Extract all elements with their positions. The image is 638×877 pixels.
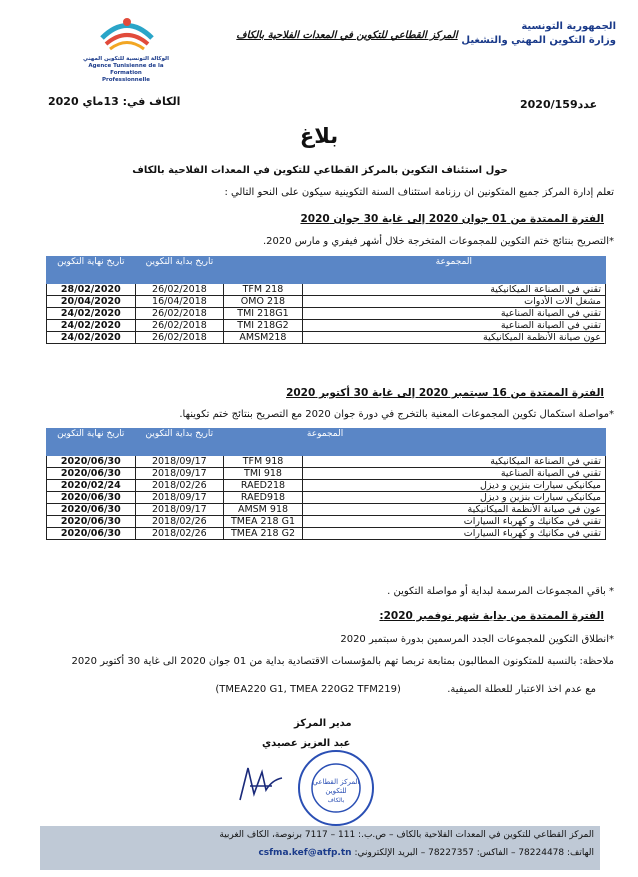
- group-code: TFM 218: [224, 284, 302, 296]
- table-row: [47, 284, 606, 296]
- start-date: 2018/02/26: [135, 516, 224, 528]
- end-date: 24/02/2020: [47, 332, 136, 344]
- start-date: 2018/02/26: [135, 528, 224, 540]
- section2-table: [46, 428, 606, 540]
- handwritten-signature: [232, 760, 292, 810]
- table-header: المجموعة تاريخ بداية التكوين تاريخ نهاية التكوين: [47, 257, 606, 284]
- remaining-groups-note: * باقي المجموعات المرسمة لبداية أو مواصلة التكوين .: [387, 586, 614, 597]
- end-date: 2020/06/30: [47, 516, 136, 528]
- remark-line1: ملاحظة: بالنسبة للمتكونون المطالبون بمتابعة تربصا تهم بالمؤسسات الاقتصادية بداية من 01 جوان 2020 الى غاية 30 أكتوبر 2020: [71, 656, 614, 667]
- group-name: مشغل آلات الأدوات: [302, 296, 605, 308]
- start-date: 2018/09/17: [135, 492, 224, 504]
- start-date: 26/02/2018: [135, 284, 224, 296]
- republic-label: الجمهورية التونسية: [521, 21, 616, 32]
- svg-text:المركز القطاعي: المركز القطاعي: [312, 778, 360, 786]
- place-date: الكاف في: 13ماي 2020: [48, 95, 181, 108]
- group-name: تقني في مكانيك و كهرباء السيارات: [302, 528, 605, 540]
- group-name: عون في صيانة الأنظمة الميكانيكية: [302, 504, 605, 516]
- agency-logo-text: الوكالة التونسية للتكوين المهني Agence Tunisienne de la Formation Professionnelle: [83, 56, 169, 83]
- page-footer: [40, 826, 600, 870]
- group-code: TMEA 218 G1: [224, 516, 303, 528]
- section3-note: *انطلاق التكوين للمجموعات الجدد المرسمين بدورة سبتمبر 2020: [340, 634, 614, 645]
- group-code: TFM 918: [224, 456, 303, 468]
- group-name: عون صيانة الأنظمة الميكانيكية: [302, 332, 605, 344]
- table-row: [47, 516, 606, 528]
- table-row: [47, 320, 606, 332]
- table-row: [47, 332, 606, 344]
- official-stamp: [296, 748, 376, 828]
- group-code: AMSM 918: [224, 504, 303, 516]
- table-header: المجموعة تاريخ بداية التكوين تاريخ نهاية التكوين: [47, 429, 606, 456]
- group-name: ميكانيكي سيارات بنزين و ديزل: [302, 480, 605, 492]
- section3-title: الفترة الممتدة من بداية شهر نوفمبر 2020:: [379, 610, 604, 622]
- end-date: 2020/02/24: [47, 480, 136, 492]
- start-date: 2018/09/17: [135, 504, 224, 516]
- end-date: 24/02/2020: [47, 308, 136, 320]
- group-name: ميكانيكي سيارات بنزين و ديزل: [302, 492, 605, 504]
- table-row: [47, 528, 606, 540]
- footer-contact: الهاتف: 78224478 – الفاكس: 78227357 – البريد الإلكتروني: csfma.kef@atfp.tn: [258, 848, 594, 858]
- ministry-label: وزارة التكوين المهني والتشغيل: [461, 35, 616, 46]
- table-row: [47, 296, 606, 308]
- table-row: [47, 492, 606, 504]
- footer-email[interactable]: csfma.kef@atfp.tn: [258, 848, 352, 858]
- group-code: OMO 218: [224, 296, 302, 308]
- group-name: تقني في الصيانة الصناعية: [302, 468, 605, 480]
- end-date: 2020/06/30: [47, 492, 136, 504]
- remark-groups: (TMEA220 G1, TMEA 220G2 TFM219): [215, 684, 401, 695]
- section2-title: الفترة الممتدة من 16 سبتمبر 2020 إلى غاية 30 أكتوبر 2020: [286, 387, 604, 399]
- group-name: تقني في مكانيك و كهرباء السيارات: [302, 516, 605, 528]
- svg-text:للتكوين: للتكوين: [325, 787, 347, 795]
- signature-role: مدير المركز: [294, 718, 352, 729]
- start-date: 2018/02/26: [135, 480, 224, 492]
- start-date: 2018/09/17: [135, 456, 224, 468]
- table-row: [47, 480, 606, 492]
- end-date: 20/04/2020: [47, 296, 136, 308]
- group-code: TMI 218G2: [224, 320, 302, 332]
- group-code: RAED218: [224, 480, 303, 492]
- svg-text:بالكاف: بالكاف: [327, 797, 345, 804]
- signature-name: عبد العزيز عصيدي: [262, 738, 351, 749]
- end-date: 2020/06/30: [47, 528, 136, 540]
- footer-address: المركز القطاعي للتكوين في المعدات الفلاحية بالكاف – ص.ب.: 111 – 7117 برنوصة، الكاف الغربية: [219, 830, 594, 840]
- remark-text: مع عدم اخذ الاعتبار للعطلة الصيفية.: [447, 684, 596, 695]
- table-row: [47, 468, 606, 480]
- end-date: 28/02/2020: [47, 284, 136, 296]
- section1-table: [46, 256, 606, 344]
- section1-note: *التصريح بنتائج ختم التكوين للمجموعات المتخرجة خلال أشهر فيفري و مارس 2020.: [262, 236, 614, 247]
- start-date: 16/04/2018: [135, 296, 224, 308]
- group-name: تقني في الصناعة الميكانيكية: [302, 284, 605, 296]
- center-name: المركز القطاعي للتكوين في المعدات الفلاحية بالكاف: [236, 30, 458, 41]
- document-subject: حول استئناف التكوين بالمركز القطاعي للتكوين في المعدات الفلاحية بالكاف: [132, 165, 508, 176]
- group-name: تقني في الصناعة الميكانيكية: [302, 456, 605, 468]
- start-date: 26/02/2018: [135, 320, 224, 332]
- ministry-header: [461, 20, 616, 48]
- table-row: [47, 504, 606, 516]
- end-date: 2020/06/30: [47, 504, 136, 516]
- group-name: تقني في الصيانة الصناعية: [302, 320, 605, 332]
- end-date: 24/02/2020: [47, 320, 136, 332]
- start-date: 26/02/2018: [135, 308, 224, 320]
- group-code: AMSM218: [224, 332, 302, 344]
- start-date: 2018/09/17: [135, 468, 224, 480]
- intro-text: تعلم إدارة المركز جميع المتكونين ان رزنامة استئناف السنة التكوينية سيكون على النحو التالي :: [224, 187, 614, 198]
- section2-note: *مواصلة استكمال تكوين المجموعات المعنية بالتخرج في دورة جوان 2020 مع التصريح بنتائج ختم تكوينها.: [179, 409, 614, 420]
- reference-number: عدد2020/159: [520, 98, 598, 111]
- end-date: 2020/06/30: [47, 456, 136, 468]
- start-date: 26/02/2018: [135, 332, 224, 344]
- group-code: TMEA 218 G2: [224, 528, 303, 540]
- section1-title: الفترة الممتدة من 01 جوان 2020 إلى غاية 30 جوان 2020: [300, 213, 604, 225]
- group-code: RAED918: [224, 492, 303, 504]
- document-title: بلاغ: [299, 124, 339, 148]
- remark-line2: [215, 684, 596, 695]
- table-row: [47, 308, 606, 320]
- table-row: [47, 456, 606, 468]
- group-code: TMI 218G1: [224, 308, 302, 320]
- group-name: تقني في الصيانة الصناعية: [302, 308, 605, 320]
- end-date: 2020/06/30: [47, 468, 136, 480]
- group-code: TMI 918: [224, 468, 303, 480]
